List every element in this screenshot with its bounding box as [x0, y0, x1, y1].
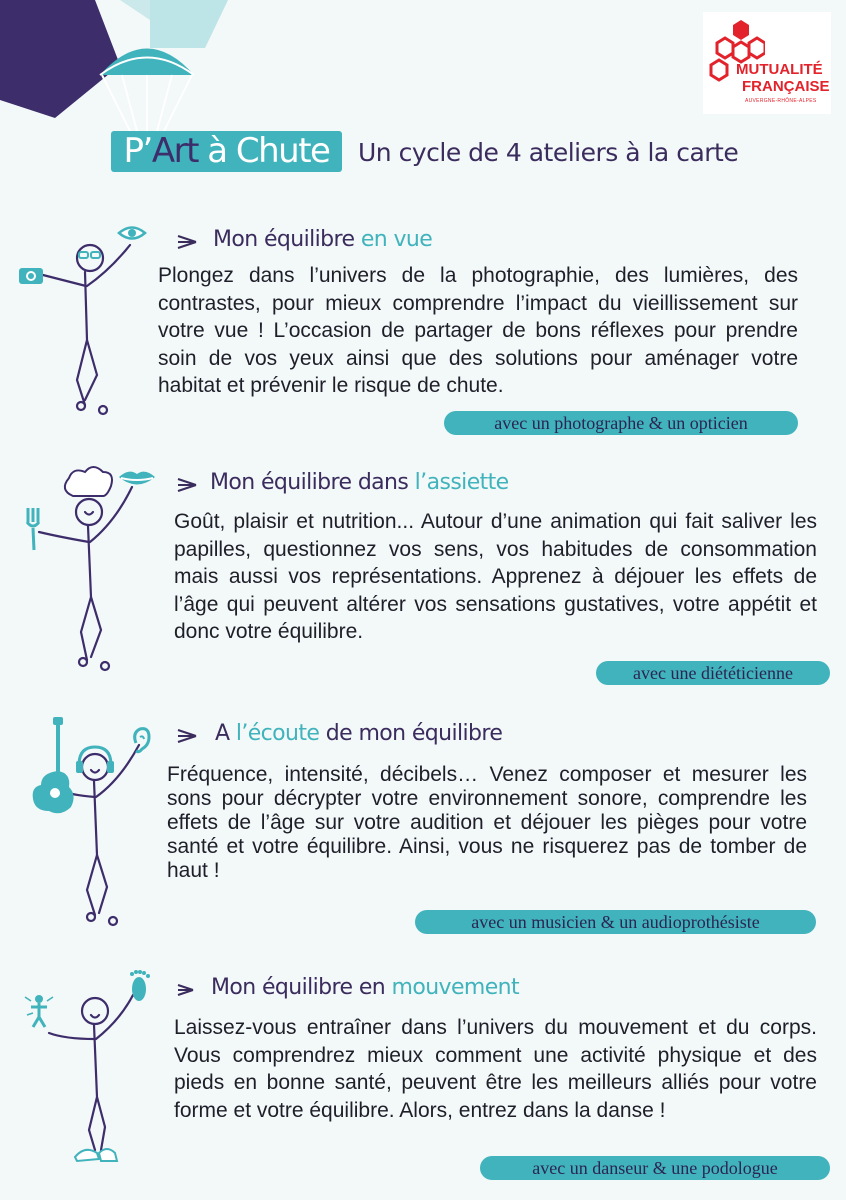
section-3-title: A l’écoute de mon équilibre — [215, 721, 503, 746]
brand-part1: P’ — [123, 131, 152, 171]
arrow-icon — [176, 982, 196, 998]
glasses-icon — [79, 252, 100, 258]
camera-icon — [19, 268, 43, 284]
headphones-icon — [76, 747, 114, 773]
section-1-pill: avec un photographe & un opticien — [444, 411, 798, 435]
arrow-icon — [176, 233, 200, 251]
section-2-pill: avec une diététicienne — [596, 661, 830, 685]
brand-title — [111, 131, 342, 172]
sneakers-icon — [75, 1149, 117, 1161]
section-2-title: Mon équilibre dans l’assiette — [210, 470, 509, 495]
section-1-title: Mon équilibre en vue — [213, 227, 433, 252]
chef-hat-icon — [65, 467, 112, 496]
mutualite-francaise-logo — [703, 12, 831, 114]
arrow-icon — [176, 476, 200, 494]
stick-figure-musician — [15, 715, 165, 930]
section-4-title: Mon équilibre en mouvement — [211, 975, 520, 1000]
stick-figure-dancer — [15, 965, 165, 1170]
logo-subtitle: AUVERGNE-RHÔNE-ALPES — [745, 98, 817, 104]
section-4-pill: avec un danseur & une podologue — [480, 1156, 830, 1180]
section-3-text: Fréquence, intensité, décibels… Venez composer et mesurer les sons pour décrypter votre environnement sonore, comprendre les effets de l’âge sur votre audition et déjouer les pièges pour votre santé et votre équilibre. Ainsi, vous ne risquerez pas de tomber de haut ! — [167, 763, 807, 882]
brand-part3: à Chute — [197, 131, 330, 171]
guitar-icon — [33, 717, 74, 813]
lips-icon — [119, 472, 155, 485]
stick-figure-photographer — [15, 220, 165, 420]
arrow-icon — [176, 727, 200, 745]
dancer-icon — [25, 995, 53, 1027]
section-2-text: Goût, plaisir et nutrition... Autour d’une animation qui fait saliver les papilles, questionnez vos sens, vos habitudes de consommation mais aussi vos représentations. Apprenez à déjouer les effets de l’âge qui peuvent altérer vos sensations gustatives, votre appétit et donc votre équilibre. — [174, 510, 817, 643]
eye-icon — [119, 228, 145, 239]
logo-line2: FRANÇAISE — [742, 78, 830, 95]
stick-figure-chef — [15, 462, 165, 677]
parachute-decoration — [0, 0, 260, 140]
fork-icon — [27, 508, 39, 550]
section-4-text: Laissez-vous entraîner dans l’univers du mouvement et du corps. Vous comprendrez mieux comment une activité physique et des pieds en bonne santé, peuvent être les meilleurs alliés pour votre forme et votre équilibre. Alors, entrez dans la danse ! — [174, 1016, 817, 1122]
page-subtitle: Un cycle de 4 ateliers à la carte — [358, 138, 739, 167]
section-3-pill: avec un musicien & un audioprothésiste — [415, 910, 816, 934]
section-1-text: Plongez dans l’univers de la photographie, des lumières, des contrastes, pour mieux comprendre l’impact du vieillissement sur votre vue ! L’occasion de partager de bons réflexes pour prendre soin de vos yeux ainsi que des solutions pour aménager votre habitat et prévenir le risque de chute. — [158, 264, 798, 397]
logo-line1: MUTUALITÉ — [736, 61, 823, 78]
brand-part2: Art — [151, 131, 198, 171]
